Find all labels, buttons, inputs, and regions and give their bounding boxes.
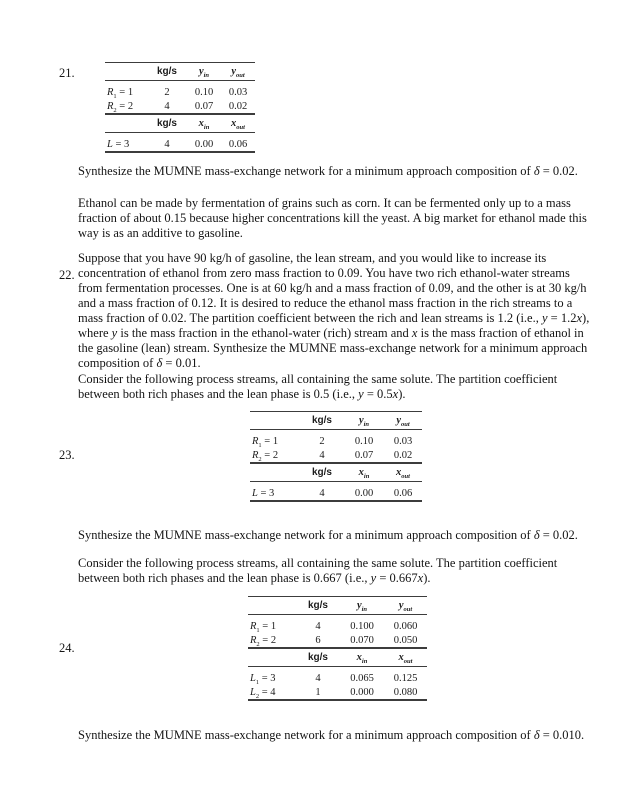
inlet-value: 0.10 (354, 435, 374, 447)
stream-label: $R_2 = 2$ (107, 100, 134, 114)
col-header-kgs: kg/s (147, 114, 187, 133)
corner-cell (105, 114, 147, 133)
outlet-value: 0.050 (393, 634, 418, 646)
rich-header-row (248, 597, 427, 615)
lean-header-row (105, 114, 255, 133)
col-header-yout: $y_{out}$ (384, 412, 422, 430)
lean-stream-row (248, 667, 427, 686)
col-header-kgs: kg/s (300, 463, 344, 482)
col-header-kgs: kg/s (147, 63, 187, 81)
col-header-yin: $y_{in}$ (187, 63, 221, 81)
problem-22-body: Suppose that you have 90 kg/h of gasoline, the lean stream, and you would like to increase its concentration of ethanol from zero mass fraction to 0.09. You have two rich ethanol-water streams from fermentation processes. One is at 60 kg/h and a mass fraction of 0.09, and the other is at 30 kg/h and a mass fraction of 0.12. It is desired to reduce the ethanol mass fraction in the rich streams to a mass fraction of 0.02. The partition coefficient between the rich and lean streams is 1.2 (i.e., y = 1.2x), where y is the mass fraction in the ethanol-water (rich) stream and x is the mass fraction of ethanol in the gasoline (lean) stream. Synthesize the MUMNE mass-exchange network for a minimum approach composition of δ = 0.01. (78, 251, 590, 370)
inlet-value: 0.000 (350, 686, 374, 698)
outlet-value: 0.080 (393, 686, 418, 698)
problem-23-intro: Consider the following process streams, all containing the same solute. The partition coefficient between both rich phases and the lean phase is 0.5 (i.e., y = 0.5x). (78, 372, 558, 401)
col-header-xin: $x_{in}$ (344, 463, 384, 482)
problem-23-prompt: Synthesize the MUMNE mass-exchange network for a minimum approach composition of δ = 0.02. (78, 528, 578, 542)
outlet-value: 0.02 (228, 100, 248, 112)
inlet-value: 0.07 (194, 100, 214, 112)
corner-cell (105, 63, 147, 81)
outlet-value: 0.02 (393, 449, 413, 461)
flow-value: 4 (319, 449, 325, 461)
corner-cell (250, 412, 300, 430)
inlet-value: 0.065 (350, 672, 374, 684)
col-header-yout: $y_{out}$ (221, 63, 255, 81)
rich-stream-row (105, 99, 255, 114)
rich-stream-row (250, 430, 422, 449)
rich-header-row (250, 412, 422, 430)
rich-stream-row (250, 448, 422, 463)
corner-cell (248, 597, 296, 615)
problem-21-prompt: Synthesize the MUMNE mass-exchange network for a minimum approach composition of δ = 0.02. (78, 164, 578, 178)
stream-label: L = 3 (252, 487, 275, 499)
problem-number-23: 23. (59, 448, 75, 462)
stream-label: $R_2 = 2$ (250, 634, 277, 648)
outlet-value: 0.06 (228, 138, 248, 150)
col-header-xout: $x_{out}$ (221, 114, 255, 133)
col-header-kgs: kg/s (296, 648, 340, 667)
col-header-xout: $x_{out}$ (384, 463, 422, 482)
flow-value: 2 (164, 86, 170, 98)
col-header-yin: $y_{in}$ (344, 412, 384, 430)
outlet-value: 0.03 (228, 86, 248, 98)
stream-table-24 (248, 596, 427, 701)
rich-stream-row (105, 81, 255, 100)
col-header-kgs: kg/s (300, 412, 344, 430)
lean-stream-row (250, 482, 422, 502)
col-header-xout: $x_{out}$ (384, 648, 427, 667)
stream-label: $R_1 = 1$ (107, 86, 134, 99)
stream-label: $R_2 = 2$ (252, 449, 279, 463)
stream-label: L = 3 (107, 138, 130, 150)
rich-header-row (105, 63, 255, 81)
lean-stream-row (248, 685, 427, 700)
problem-number-22: 22. (59, 268, 75, 282)
stream-label: $R_1 = 1$ (252, 435, 279, 448)
outlet-value: 0.060 (393, 620, 418, 632)
stream-label: $L_1 = 3$ (250, 672, 276, 685)
rich-stream-row (248, 615, 427, 634)
problem-22-intro: Ethanol can be made by fermentation of grains such as corn. It can be fermented only up to a mass fraction of about 0.15 because higher concentrations kill the yeast. A big market for ethanol made this way is as an additive to gasoline. (78, 196, 587, 240)
col-header-yout: $y_{out}$ (384, 597, 427, 615)
col-header-xin: $x_{in}$ (187, 114, 221, 133)
col-header-xin: $x_{in}$ (340, 648, 384, 667)
flow-value: 2 (319, 435, 325, 447)
outlet-value: 0.125 (393, 672, 418, 684)
inlet-value: 0.00 (194, 138, 214, 150)
outlet-value: 0.06 (393, 487, 413, 499)
lean-stream-row (105, 133, 255, 153)
stream-label: $R_1 = 1$ (250, 620, 277, 633)
problem-24-prompt: Synthesize the MUMNE mass-exchange network for a minimum approach composition of δ = 0.010. (78, 728, 585, 742)
inlet-value: 0.07 (354, 449, 374, 461)
problem-number-21: 21. (59, 66, 75, 80)
outlet-value: 0.03 (393, 435, 413, 447)
stream-table-21 (105, 62, 255, 153)
col-header-kgs: kg/s (296, 597, 340, 615)
inlet-value: 0.100 (350, 620, 374, 632)
flow-value: 4 (315, 620, 321, 632)
corner-cell (248, 648, 296, 667)
inlet-value: 0.070 (350, 634, 374, 646)
flow-value: 4 (319, 487, 325, 499)
stream-table-23 (250, 411, 422, 502)
rich-stream-row (248, 633, 427, 648)
inlet-value: 0.00 (354, 487, 374, 499)
problem-number-24: 24. (59, 641, 75, 655)
lean-header-row (250, 463, 422, 482)
flow-value: 4 (164, 100, 170, 112)
lean-header-row (248, 648, 427, 667)
flow-value: 4 (315, 672, 321, 684)
stream-label: $L_2 = 4$ (250, 686, 276, 700)
corner-cell (250, 463, 300, 482)
flow-value: 4 (164, 138, 170, 150)
flow-value: 1 (315, 686, 321, 698)
problem-24-intro: Consider the following process streams, all containing the same solute. The partition coefficient between both rich phases and the lean phase is 0.667 (i.e., y = 0.667x). (78, 556, 558, 585)
inlet-value: 0.10 (194, 86, 214, 98)
flow-value: 6 (315, 634, 321, 646)
col-header-yin: $y_{in}$ (340, 597, 384, 615)
